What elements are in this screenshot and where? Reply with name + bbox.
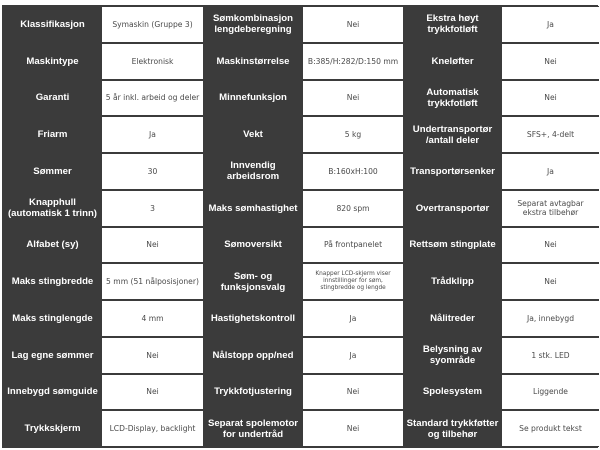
spec-label-nalitreder: Nålitreder [403,300,502,337]
spec-value-nalstopp-opp-ned: Ja [303,337,403,374]
spec-label-lag-egne-sommer: Lag egne sømmer [3,337,102,374]
spec-label-trykkfotjustering: Trykkfotjustering [203,374,303,411]
spec-label-hastighetskontroll: Hastighetskontroll [203,300,303,337]
spec-value-belysning-av-syomrade: 1 stk. LED [502,337,599,374]
spec-value-overtransportor: Separat avtagbar ekstra tilbehør [502,190,599,227]
spec-label-knelofter: Kneløfter [403,43,502,80]
spec-value-knapphull-automatisk-1-trinn: 3 [102,190,203,227]
spec-label-spolesystem: Spolesystem [403,374,502,411]
spec-label-som-og-funksjonsvalg: Søm- og funksjonsvalg [203,263,303,300]
spec-table [2,5,598,448]
spec-label-maks-stinglengde: Maks stinglengde [3,300,102,337]
spec-value-nalitreder: Ja, innebygd [502,300,599,337]
spec-value-garanti: 5 år inkl. arbeid og deler [102,80,203,117]
spec-value-innvendig-arbeidsrom: B:160xH:100 [303,153,403,190]
spec-value-vekt: 5 kg [303,116,403,153]
spec-value-trykkskjerm: LCD-Display, backlight [102,410,203,447]
spec-label-maks-stingbredde: Maks stingbredde [3,263,102,300]
spec-label-ekstra-hoyt-trykkfotloft: Ekstra høyt trykkfotløft [403,6,502,43]
spec-value-spolesystem: Liggende [502,374,599,411]
spec-value-innebygd-somguide: Nei [102,374,203,411]
spec-label-standard-trykkfotter-og-tilbehor: Standard trykkføtter og tilbehør [403,410,502,447]
spec-label-friarm: Friarm [3,116,102,153]
spec-label-klassifikasjon: Klassifikasjon [3,6,102,43]
spec-label-rettsom-stingplate: Rettsøm stingplate [403,227,502,264]
spec-value-knelofter: Nei [502,43,599,80]
spec-label-trykkskjerm: Trykkskjerm [3,410,102,447]
spec-value-maks-somhastighet: 820 spm [303,190,403,227]
spec-value-trykkfotjustering: Nei [303,374,403,411]
spec-label-belysning-av-syomrade: Belysning av syområde [403,337,502,374]
spec-label-maskinstorrelse: Maskinstørrelse [203,43,303,80]
spec-label-nalstopp-opp-ned: Nålstopp opp/ned [203,337,303,374]
spec-value-maskinstorrelse: B:385/H:282/D:150 mm [303,43,403,80]
spec-label-overtransportor: Overtransportør [403,190,502,227]
spec-value-ekstra-hoyt-trykkfotloft: Ja [502,6,599,43]
spec-value-somkombinasjon-lengdeberegning: Nei [303,6,403,43]
spec-value-maks-stinglengde: 4 mm [102,300,203,337]
spec-label-transportorsenker: Transportørsenker [403,153,502,190]
spec-value-automatisk-trykkfotloft: Nei [502,80,599,117]
spec-value-maks-stingbredde: 5 mm (51 nålposisjoner) [102,263,203,300]
spec-label-vekt: Vekt [203,116,303,153]
spec-value-alfabet-sy: Nei [102,227,203,264]
spec-label-alfabet-sy: Alfabet (sy) [3,227,102,264]
spec-value-standard-trykkfotter-og-tilbehor: Se produkt tekst [502,410,599,447]
spec-value-maskintype: Elektronisk [102,43,203,80]
spec-label-automatisk-trykkfotloft: Automatisk trykkfotløft [403,80,502,117]
spec-value-separat-spolemotor-for-undertrad: Nei [303,410,403,447]
spec-value-somoversikt: På frontpanelet [303,227,403,264]
spec-value-sommer: 30 [102,153,203,190]
spec-value-transportorsenker: Ja [502,153,599,190]
spec-label-somoversikt: Sømoversikt [203,227,303,264]
spec-label-tradklipp: Trådklipp [403,263,502,300]
spec-label-garanti: Garanti [3,80,102,117]
spec-value-klassifikasjon: Symaskin (Gruppe 3) [102,6,203,43]
spec-value-minnefunksjon: Nei [303,80,403,117]
spec-label-minnefunksjon: Minnefunksjon [203,80,303,117]
spec-label-sommer: Sømmer [3,153,102,190]
spec-label-maskintype: Maskintype [3,43,102,80]
spec-label-innvendig-arbeidsrom: Innvendig arbeidsrom [203,153,303,190]
spec-label-somkombinasjon-lengdeberegning: Sømkombinasjon lengdeberegning [203,6,303,43]
spec-value-undertransportor-antall-deler: SFS+, 4-delt [502,116,599,153]
spec-value-hastighetskontroll: Ja [303,300,403,337]
spec-value-tradklipp: Nei [502,263,599,300]
spec-label-knapphull-automatisk-1-trinn: Knapphull (automatisk 1 trinn) [3,190,102,227]
spec-value-lag-egne-sommer: Nei [102,337,203,374]
spec-label-innebygd-somguide: Innebygd sømguide [3,374,102,411]
spec-label-undertransportor-antall-deler: Undertransportør /antall deler [403,116,502,153]
spec-value-rettsom-stingplate: Nei [502,227,599,264]
spec-value-som-og-funksjonsvalg: Knapper LCD-skjerm viser innstillinger for søm, stingbredde og lengde [303,263,403,300]
spec-value-friarm: Ja [102,116,203,153]
spec-label-maks-somhastighet: Maks sømhastighet [203,190,303,227]
spec-label-separat-spolemotor-for-undertrad: Separat spolemotor for undertråd [203,410,303,447]
